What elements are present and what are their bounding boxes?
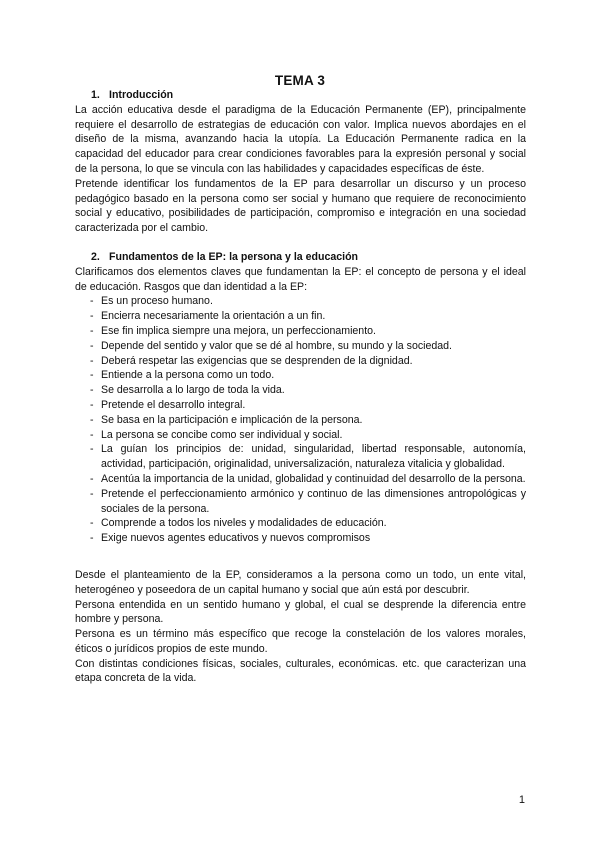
list-item: - Es un proceso humano. — [75, 294, 526, 309]
closing-paragraph-3: Persona es un término más específico que recoge la constelación de los valores morales, éticos o jurídicos propios de este mundo. — [75, 628, 526, 655]
intro-paragraph-1: La acción educativa desde el paradigma de la Educación Permanente (EP), principalmente requiere el desarrollo de estrategias de educación con valor. Implica nuevos abordajes en el diseño de la misma, avanzando hacia la utopía. La Educación Permanente radica en la capacidad del educador para crear condiciones favorables para la expresión personal y social de la persona, lo que se vincula con las habilidades y capacidades específicas de éste. — [75, 103, 526, 175]
section-1-heading — [75, 88, 526, 103]
intro-paragraph-2: Pretende identificar los fundamentos de la EP para desarrollar un discurso y un proceso pedagógico basado en la persona como ser social y humano que requiere de reconocimiento social y educativo, posibilidades de participación, compromiso e integración en una sociedad caracterizada por el cambio. — [75, 177, 526, 235]
features-list — [75, 294, 526, 546]
page-number: 1 — [518, 794, 525, 806]
list-item: - Acentúa la importancia de la unidad, globalidad y continuidad del desarrollo de la persona. — [75, 472, 526, 487]
list-item: - Comprende a todos los niveles y modalidades de educación. — [75, 516, 526, 531]
list-item: - Pretende el perfeccionamiento armónico y continuo de las dimensiones antropológicas y sociales de la persona. — [75, 487, 526, 517]
section-2-title: Fundamentos de la EP: la persona y la educación — [109, 250, 359, 263]
closing-paragraph-1: Desde el planteamiento de la EP, consideramos a la persona como un todo, un ente vital, heterogéneo y poseedora de un capital humano y social que aún está por descubrir. — [75, 568, 526, 596]
section-1-number: 1. — [91, 89, 100, 101]
list-item: - Se basa en la participación e implicación de la persona. — [75, 413, 526, 428]
list-item: - Encierra necesariamente la orientación a un fin. — [75, 309, 526, 324]
list-item: - La guían los principios de: unidad, singularidad, libertad responsable, autonomía, actividad, participación, originalidad, universalización, naturaleza vitalicia y globalidad. — [75, 442, 526, 472]
document-body — [75, 88, 526, 686]
list-item: - Deberá respetar las exigencias que se desprenden de la dignidad. — [75, 354, 526, 369]
section-2-intro: Clarificamos dos elementos claves que fundamentan la EP: el concepto de persona y el ideal de educación. Rasgos que dan identidad a la EP: — [75, 265, 526, 293]
list-item: - Ese fin implica siempre una mejora, un perfeccionamiento. — [75, 324, 526, 339]
list-item: - Se desarrolla a lo largo de toda la vida. — [75, 383, 526, 398]
list-item: - Pretende el desarrollo integral. — [75, 398, 526, 413]
section-2-number: 2. — [91, 250, 100, 263]
list-item: - Entiende a la persona como un todo. — [75, 368, 526, 383]
page-title: TEMA 3 — [274, 73, 326, 88]
list-item: - Exige nuevos agentes educativos y nuevos compromisos — [75, 531, 526, 546]
closing-paragraph-2: Persona entendida en un sentido humano y global, el cual se desprende la diferencia entre hombre y persona. — [75, 598, 526, 626]
section-1-title: Introducción — [109, 89, 174, 101]
closing-paragraph-4: Con distintas condiciones físicas, sociales, culturales, económicas. etc. que caracterizan una etapa concreta de la vida. — [75, 657, 526, 685]
section-2-heading — [75, 250, 526, 265]
list-item: - La persona se concibe como ser individual y social. — [75, 428, 526, 443]
list-item: - Depende del sentido y valor que se dé al hombre, su mundo y la sociedad. — [75, 339, 526, 354]
